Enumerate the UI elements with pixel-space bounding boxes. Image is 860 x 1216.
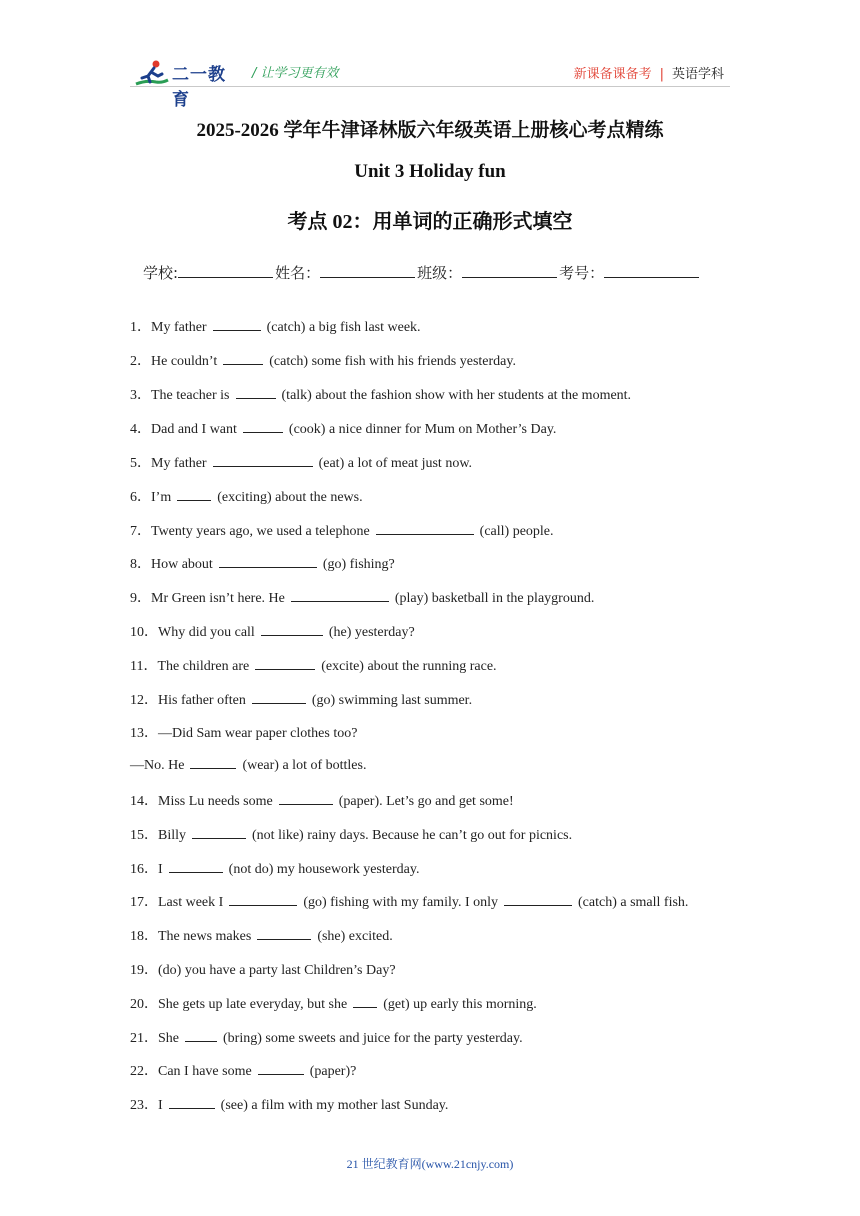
question-hint: (paper). Let’s go and get some! bbox=[338, 794, 514, 809]
header-course-label: 新课备课备考 bbox=[573, 67, 652, 82]
school-field[interactable] bbox=[178, 263, 273, 278]
answer-blank[interactable] bbox=[252, 691, 306, 704]
question-hint: (play) basketball in the playground. bbox=[394, 591, 595, 606]
question-row bbox=[130, 824, 572, 844]
answer-blank[interactable] bbox=[255, 657, 315, 670]
question-row bbox=[130, 1094, 448, 1114]
question-text: 18．The news makes bbox=[130, 929, 252, 944]
answer-blank[interactable] bbox=[504, 893, 572, 906]
question-hint: (catch) a big fish last week. bbox=[266, 320, 421, 335]
header-subject-label: 英语学科 bbox=[671, 67, 724, 82]
question-hint: (talk) about the fashion show with her students at the moment. bbox=[281, 388, 632, 403]
question-text: 22．Can I have some bbox=[130, 1064, 252, 1079]
doc-title: 2025-2026 学年牛津译林版六年级英语上册核心考点精练 bbox=[196, 120, 664, 141]
question-text: 14．Miss Lu needs some bbox=[130, 794, 273, 809]
topic-title: 考点 02：用单词的正确形式填空 bbox=[287, 211, 573, 233]
question-row bbox=[130, 452, 472, 472]
question-row bbox=[130, 959, 396, 979]
question-text: 1．My father bbox=[130, 320, 207, 335]
answer-blank[interactable] bbox=[258, 1062, 304, 1075]
question-row bbox=[130, 384, 631, 404]
question-hint: (she) excited. bbox=[317, 929, 393, 944]
question-text: 15．Billy bbox=[130, 828, 187, 843]
question-row bbox=[130, 891, 688, 911]
answer-blank[interactable] bbox=[243, 420, 283, 433]
question-text: 12．His father often bbox=[130, 693, 246, 708]
question-row bbox=[130, 553, 395, 573]
question-text: 16．I bbox=[130, 862, 163, 877]
answer-blank[interactable] bbox=[213, 318, 261, 331]
question-hint: (not do) my housework yesterday. bbox=[228, 862, 420, 877]
page-footer: 21 世纪教育网(www.21cnjy.com) bbox=[346, 1157, 514, 1171]
logo bbox=[132, 58, 242, 110]
question-row bbox=[130, 486, 363, 506]
question-hint: (call) people. bbox=[479, 524, 554, 539]
runner-logo-icon bbox=[132, 58, 172, 88]
number-label: 考号： bbox=[559, 264, 605, 282]
school-label: 学校: bbox=[143, 264, 179, 282]
question-row bbox=[130, 418, 556, 438]
question-text: 20．She gets up late everyday, but she bbox=[130, 997, 348, 1012]
answer-blank[interactable] bbox=[213, 454, 313, 467]
question-row bbox=[130, 925, 393, 945]
question-row bbox=[130, 587, 594, 607]
question-hint: (get) up early this morning. bbox=[383, 997, 537, 1012]
answer-blank[interactable] bbox=[261, 623, 323, 636]
question-hint: (wear) a lot of bottles. bbox=[242, 758, 367, 773]
header-right bbox=[574, 63, 724, 82]
question-hint: (not like) rainy days. Because he can’t go out for picnics. bbox=[252, 828, 573, 843]
question-row bbox=[130, 350, 516, 370]
question-text: 4．Dad and I want bbox=[130, 422, 237, 437]
question-row bbox=[130, 520, 554, 540]
question-text: 11．The children are bbox=[130, 659, 250, 674]
class-field[interactable] bbox=[462, 263, 557, 278]
question-row bbox=[130, 722, 357, 742]
question-hint: (see) a film with my mother last Sunday. bbox=[220, 1098, 449, 1113]
question-hint: (catch) a small fish. bbox=[578, 895, 689, 910]
question-text: 13．—Did Sam wear paper clothes too? bbox=[130, 726, 358, 741]
question-text: 21．She bbox=[130, 1031, 179, 1046]
question-text: 6．I’m bbox=[130, 490, 172, 505]
answer-blank[interactable] bbox=[169, 860, 223, 873]
header-separator: | bbox=[659, 67, 664, 82]
question-text: 3．The teacher is bbox=[130, 388, 230, 403]
question-text: 7．Twenty years ago, we used a telephone bbox=[130, 524, 370, 539]
answer-blank[interactable] bbox=[376, 522, 474, 535]
question-hint: (catch) some fish with his friends yesterday. bbox=[269, 354, 516, 369]
question-hint: (excite) about the running race. bbox=[321, 659, 497, 674]
answer-blank[interactable] bbox=[192, 826, 246, 839]
number-field[interactable] bbox=[604, 263, 699, 278]
question-text-mid: (go) fishing with my family. I only bbox=[303, 895, 498, 910]
question-text: 23．I bbox=[130, 1098, 163, 1113]
question-row bbox=[130, 689, 472, 709]
answer-blank[interactable] bbox=[177, 488, 211, 501]
question-text: 5．My father bbox=[130, 456, 207, 471]
logo-text: 二一教育 bbox=[172, 65, 226, 110]
question-hint: (do) you have a party last Children’s Day? bbox=[158, 963, 396, 978]
question-text: —No. He bbox=[130, 758, 185, 773]
question-hint: (paper)? bbox=[309, 1064, 357, 1079]
question-hint: (exciting) about the news. bbox=[217, 490, 363, 505]
question-hint: (bring) some sweets and juice for the party yesterday. bbox=[223, 1031, 523, 1046]
answer-blank[interactable] bbox=[169, 1096, 215, 1109]
answer-blank[interactable] bbox=[229, 893, 297, 906]
question-text: 17．Last week I bbox=[130, 895, 224, 910]
question-hint: (eat) a lot of meat just now. bbox=[318, 456, 473, 471]
question-row bbox=[130, 858, 419, 878]
question-row bbox=[130, 1060, 356, 1080]
question-row bbox=[130, 621, 415, 641]
header-divider bbox=[130, 86, 730, 87]
answer-blank[interactable] bbox=[236, 386, 276, 399]
question-hint: (go) fishing? bbox=[322, 557, 395, 572]
answer-blank[interactable] bbox=[257, 927, 311, 940]
answer-blank[interactable] bbox=[223, 352, 263, 365]
question-row bbox=[130, 316, 421, 336]
student-info-row bbox=[143, 262, 701, 283]
question-row bbox=[130, 993, 537, 1013]
question-row bbox=[130, 790, 514, 810]
question-text: 10．Why did you call bbox=[130, 625, 255, 640]
question-hint: (go) swimming last summer. bbox=[311, 693, 473, 708]
question-text: 19． bbox=[130, 963, 158, 978]
question-row bbox=[130, 655, 497, 675]
answer-blank[interactable] bbox=[353, 995, 377, 1008]
class-label: 班级： bbox=[417, 264, 463, 282]
unit-title: Unit 3 Holiday fun bbox=[354, 161, 506, 182]
page-header bbox=[0, 0, 860, 110]
question-text: 2．He couldn’t bbox=[130, 354, 218, 369]
answer-blank[interactable] bbox=[279, 792, 333, 805]
question-hint: (he) yesterday? bbox=[328, 625, 415, 640]
question-row bbox=[130, 756, 366, 774]
name-field[interactable] bbox=[320, 263, 415, 278]
question-row bbox=[130, 1027, 523, 1047]
answer-blank[interactable] bbox=[219, 555, 317, 568]
name-label: 姓名： bbox=[275, 264, 321, 282]
answer-blank[interactable] bbox=[185, 1029, 217, 1042]
question-text: 8．How about bbox=[130, 557, 213, 572]
question-text: 9．Mr Green isn’t here. He bbox=[130, 591, 285, 606]
answer-blank[interactable] bbox=[291, 589, 389, 602]
header-slogan: / 让学习更有效 bbox=[252, 66, 339, 81]
answer-blank[interactable] bbox=[190, 756, 236, 769]
question-hint: (cook) a nice dinner for Mum on Mother’s Day. bbox=[288, 422, 557, 437]
